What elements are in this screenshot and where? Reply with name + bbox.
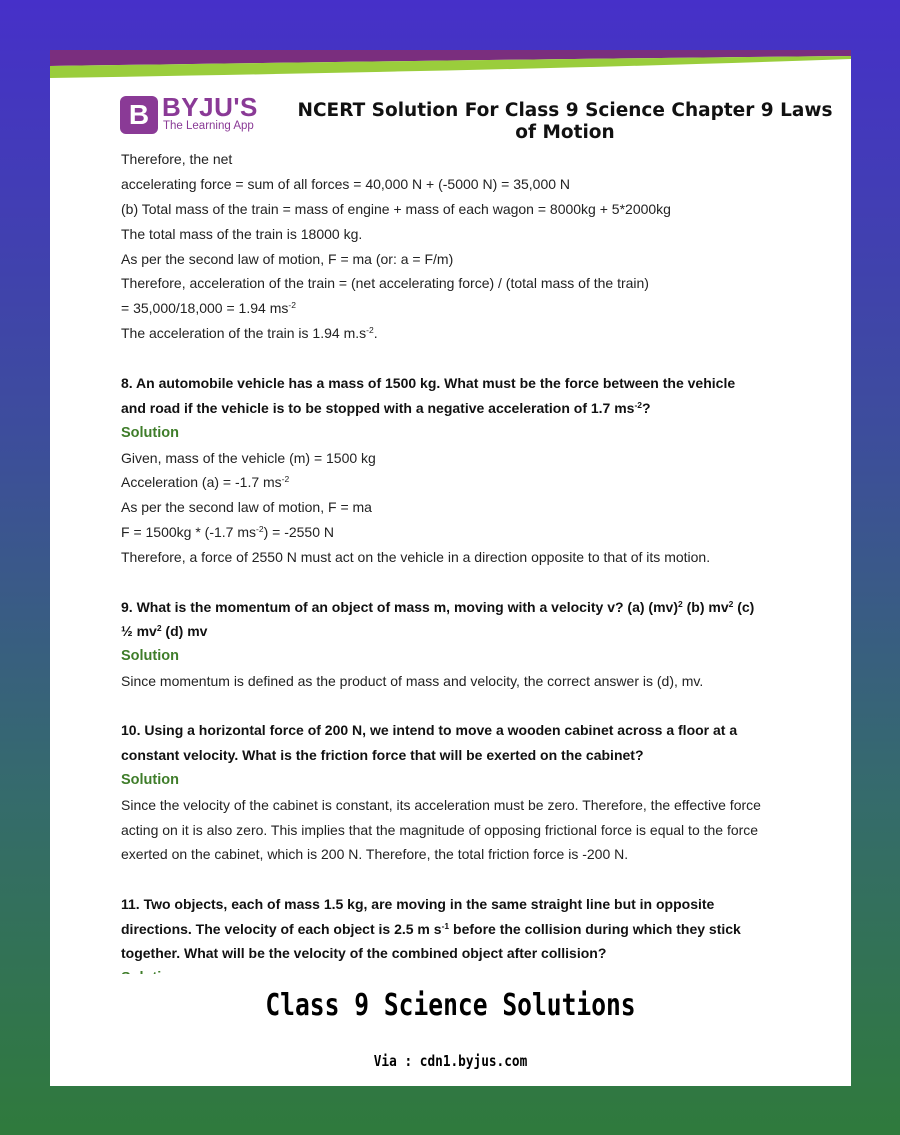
line-text: 10. Using a horizontal force of 200 N, we intend to move a wooden cabinet across a floor at a xyxy=(121,722,738,738)
line-text: Solution xyxy=(121,648,179,664)
body-line xyxy=(121,250,841,268)
line-text: Solution xyxy=(121,772,179,788)
line-text: Given, mass of the vehicle (m) = 1500 kg xyxy=(121,450,376,466)
superscript: -1 xyxy=(441,921,450,931)
byjus-logo xyxy=(120,92,265,136)
line-text: 11. Two objects, each of mass 1.5 kg, are moving in the same straight line but in opposite xyxy=(121,896,715,912)
line-text: (d) mv xyxy=(161,623,208,639)
line-text: exerted on the cabinet, which is 200 N. Therefore, the total friction force is -200 N. xyxy=(121,846,629,862)
superscript: -2 xyxy=(281,474,290,484)
line-text: before the collision during which they stick xyxy=(449,921,741,937)
line-text: Therefore, a force of 2550 N must act on the vehicle in a direction opposite to that of its motion. xyxy=(121,549,711,565)
question-line xyxy=(121,374,841,392)
line-text: F = 1500kg * (-1.7 ms xyxy=(121,524,257,540)
body-line xyxy=(121,175,841,193)
body-line xyxy=(121,845,841,863)
body-line xyxy=(121,548,841,566)
line-text: Acceleration (a) = -1.7 ms xyxy=(121,474,282,490)
line-text: 8. An automobile vehicle has a mass of 1500 kg. What must be the force between the vehicle xyxy=(121,375,736,391)
question-line xyxy=(121,399,841,419)
line-text: As per the second law of motion, F = ma (or: a = F/m) xyxy=(121,251,454,267)
line-text: Since momentum is defined as the product of mass and velocity, the correct answer is (d), mv. xyxy=(121,673,704,689)
line-text: ? xyxy=(642,400,651,416)
body-line xyxy=(121,150,841,168)
line-text: (b) mv xyxy=(682,599,729,615)
body-line xyxy=(121,274,841,292)
question-line xyxy=(121,944,841,962)
question-line xyxy=(121,598,841,618)
line-text: together. What will be the velocity of the combined object after collision? xyxy=(121,945,607,961)
solution-label xyxy=(121,771,841,789)
body-line xyxy=(121,200,841,218)
line-text: As per the second law of motion, F = ma xyxy=(121,499,372,515)
document-page xyxy=(50,50,851,1086)
line-text: ½ mv xyxy=(121,623,157,639)
superscript: -2 xyxy=(634,400,643,410)
logo-brand-name: BYJU'S xyxy=(162,92,258,122)
caption-title: Class 9 Science Solutions xyxy=(265,988,636,1023)
body-line xyxy=(121,498,841,516)
body-line xyxy=(121,449,841,467)
line-text: Therefore, the net xyxy=(121,151,233,167)
line-text: 9. What is the momentum of an object of mass m, moving with a velocity v? (a) (mv) xyxy=(121,599,678,615)
line-text: Solution xyxy=(121,425,179,441)
line-text: and road if the vehicle is to be stopped with a negative acceleration of 1.7 ms xyxy=(121,400,635,416)
line-text: ) = -2550 N xyxy=(263,524,335,540)
line-text: directions. The velocity of each object is 2.5 m s xyxy=(121,921,442,937)
body-line xyxy=(121,473,841,493)
body-line xyxy=(121,299,841,319)
line-text: The total mass of the train is 18000 kg. xyxy=(121,226,363,242)
header-band xyxy=(50,50,851,80)
line-text: Therefore, acceleration of the train = (net accelerating force) / (total mass of the train) xyxy=(121,275,649,291)
caption-source: Via : cdn1.byjus.com xyxy=(373,1052,528,1070)
question-line xyxy=(121,622,841,642)
body-line xyxy=(121,324,841,344)
superscript: 2 xyxy=(728,599,734,609)
superscript: -2 xyxy=(256,524,264,534)
logo-badge: B xyxy=(120,96,158,134)
line-text: Since the velocity of the cabinet is constant, its acceleration must be zero. Therefore, the effective force xyxy=(121,797,761,813)
line-text: constant velocity. What is the friction force that will be exerted on the cabinet? xyxy=(121,747,644,763)
superscript: 2 xyxy=(156,623,162,633)
body-line xyxy=(121,796,841,814)
body-line xyxy=(121,523,841,543)
question-line xyxy=(121,746,841,764)
solution-label xyxy=(121,647,841,665)
line-text: = 35,000/18,000 = 1.94 ms xyxy=(121,300,289,316)
solution-label xyxy=(121,424,841,442)
caption-panel xyxy=(50,974,851,1086)
question-line xyxy=(121,920,841,940)
line-text: accelerating force = sum of all forces = 40,000 N + (-5000 N) = 35,000 N xyxy=(121,176,571,192)
superscript: -2 xyxy=(288,300,296,310)
logo-tagline: The Learning App xyxy=(163,120,254,132)
line-text: acting on it is also zero. This implies that the magnitude of opposing frictional force is equal to the force xyxy=(121,822,759,838)
line-text: . xyxy=(373,325,378,341)
question-line xyxy=(121,721,841,739)
line-text: (b) Total mass of the train = mass of engine + mass of each wagon = 8000kg + 5*2000kg xyxy=(121,201,671,217)
line-text: The acceleration of the train is 1.94 m.s xyxy=(121,325,367,341)
document-title: NCERT Solution For Class 9 Science Chapter 9 Laws of Motion xyxy=(297,100,833,143)
body-line xyxy=(121,821,841,839)
body-line xyxy=(121,672,841,690)
body-line xyxy=(121,225,841,243)
question-line xyxy=(121,895,841,913)
superscript: 2 xyxy=(677,599,683,609)
line-text: (c) xyxy=(733,599,755,615)
superscript: -2 xyxy=(366,325,374,335)
